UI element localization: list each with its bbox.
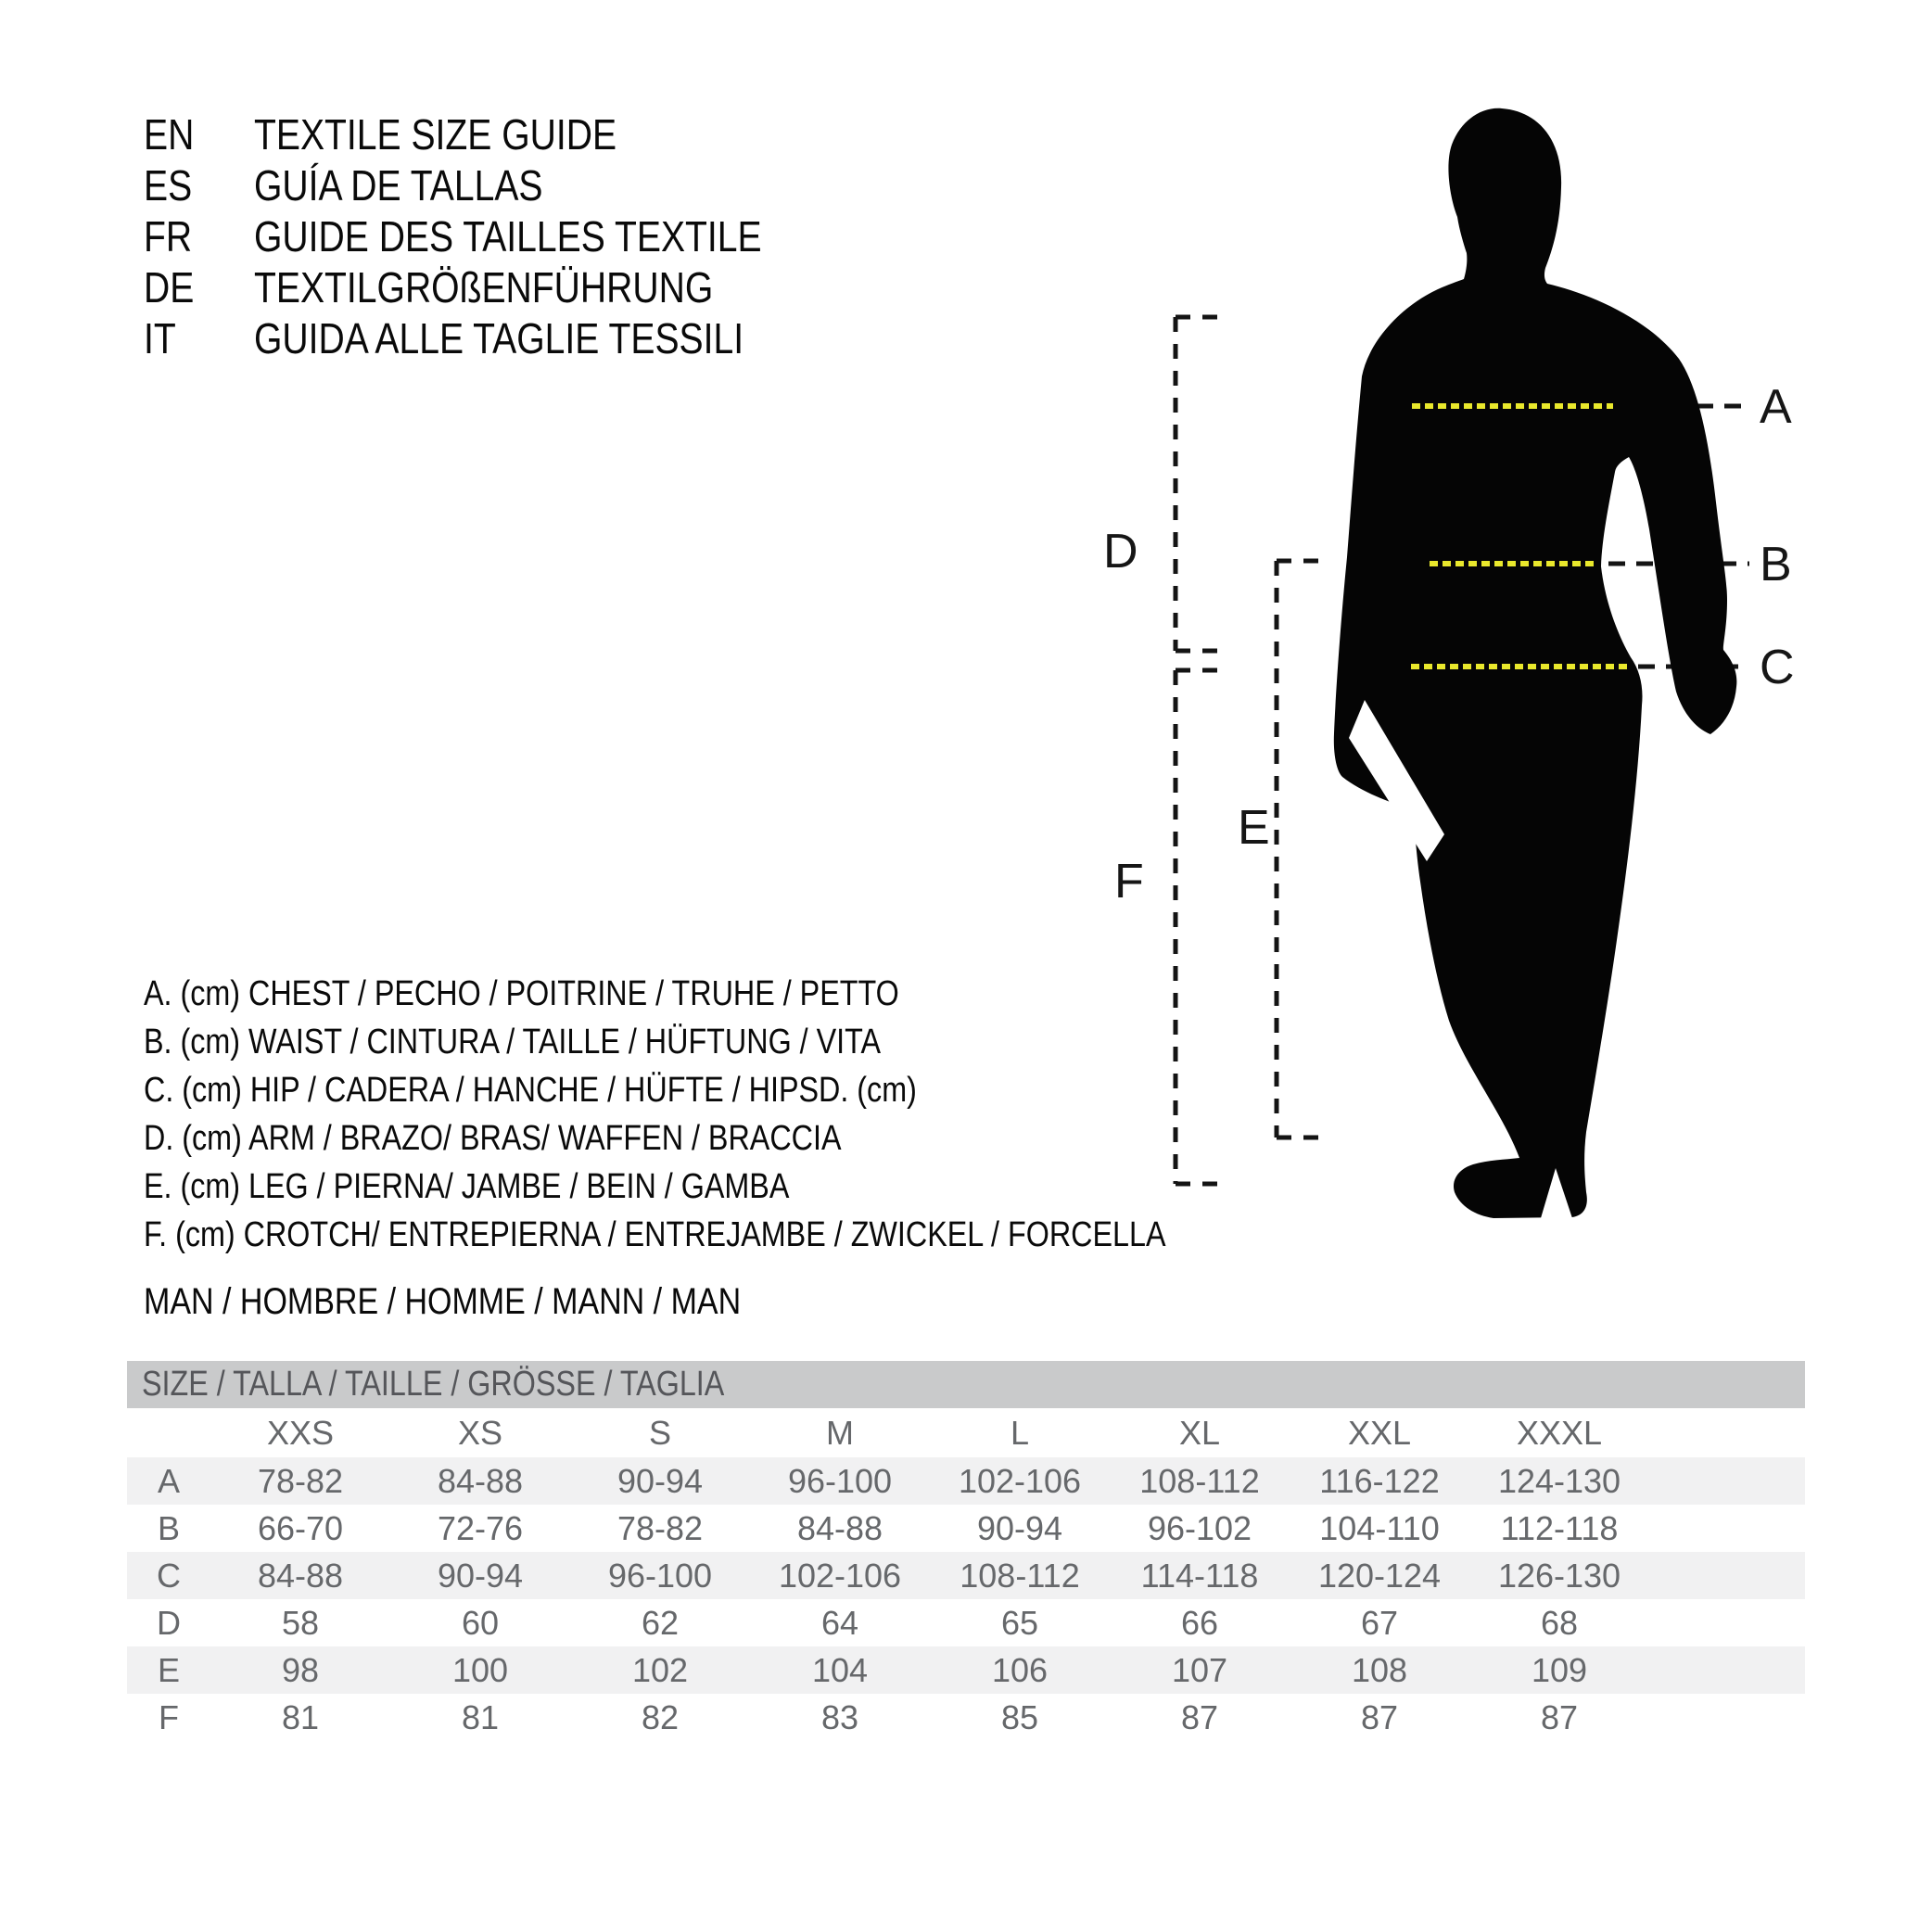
language-title-list — [144, 109, 871, 364]
table-row — [127, 1552, 1805, 1599]
measurement-description: E. (cm) LEG / PIERNA/ JAMBE / BEIN / GAMBA — [144, 1167, 790, 1206]
size-value-cell: 58 — [281, 1603, 320, 1642]
size-column-header: XL — [1178, 1413, 1221, 1452]
man-silhouette — [1334, 108, 1737, 1218]
size-table-title: SIZE / TALLA / TAILLE / GRÖSSE / TAGLIA — [142, 1365, 725, 1404]
size-column-header: M — [826, 1413, 854, 1452]
size-column-header: S — [648, 1413, 671, 1452]
measurement-description: F. (cm) CROTCH/ ENTREPIERNA / ENTREJAMBE / ZWICKEL / FORCELLA — [144, 1215, 1166, 1254]
size-value-cell: 84-88 — [796, 1508, 883, 1547]
size-value-cell: 64 — [820, 1603, 859, 1642]
figure-label-waist: B — [1760, 538, 1792, 591]
language-code: FR — [144, 212, 193, 261]
measurement-description: A. (cm) CHEST / PECHO / POITRINE / TRUHE / PETTO — [144, 974, 899, 1013]
category-line-text: MAN / HOMBRE / HOMME / MANN / MAN — [144, 1281, 742, 1322]
measurement-description: C. (cm) HIP / CADERA / HANCHE / HÜFTE / HIPSD. (cm) — [144, 1071, 917, 1110]
language-code: ES — [144, 161, 193, 210]
figure-label-leg: E — [1238, 801, 1270, 855]
guide-title: GUIDE DES TAILLES TEXTILE — [254, 212, 762, 261]
size-value-cell: 120-124 — [1317, 1556, 1442, 1595]
language-row — [144, 211, 762, 262]
size-value-cell: 81 — [281, 1697, 320, 1736]
measure-row-label: D — [157, 1603, 181, 1642]
size-value-cell: 124-130 — [1497, 1461, 1621, 1500]
measure-row-label: F — [159, 1697, 179, 1736]
size-value-cell: 96-100 — [787, 1461, 893, 1500]
size-value-cell: 85 — [1000, 1697, 1039, 1736]
size-value-cell: 87 — [1540, 1697, 1579, 1736]
size-value-cell: 104-110 — [1319, 1508, 1440, 1547]
size-value-cell: 87 — [1180, 1697, 1219, 1736]
measure-row-label: E — [157, 1650, 180, 1689]
language-code: IT — [144, 314, 176, 362]
size-value-cell: 107 — [1171, 1650, 1228, 1689]
guide-title: TEXTILGRÖßENFÜHRUNG — [254, 263, 714, 311]
size-value-cell: 72-76 — [437, 1508, 524, 1547]
figure-label-hip: C — [1760, 641, 1795, 694]
size-value-cell: 78-82 — [616, 1508, 704, 1547]
size-value-cell: 60 — [461, 1603, 500, 1642]
size-value-cell: 108 — [1351, 1650, 1408, 1689]
measure-row-label: C — [157, 1556, 181, 1595]
figure-label-crotch: F — [1114, 855, 1144, 909]
size-value-cell: 90-94 — [616, 1461, 704, 1500]
size-value-cell: 87 — [1360, 1697, 1399, 1736]
measure-row-label: A — [157, 1461, 180, 1500]
size-column-header: XXXL — [1516, 1413, 1603, 1452]
figure-label-arm: D — [1103, 525, 1138, 578]
size-value-cell: 84-88 — [437, 1461, 524, 1500]
size-value-cell: 81 — [461, 1697, 500, 1736]
size-value-cell: 102-106 — [778, 1556, 902, 1595]
size-value-cell: 62 — [641, 1603, 680, 1642]
size-value-cell: 112-118 — [1500, 1508, 1619, 1547]
table-row — [127, 1505, 1805, 1552]
table-row — [127, 1646, 1805, 1694]
measurement-description: D. (cm) ARM / BRAZO/ BRAS/ WAFFEN / BRACCIA — [144, 1119, 842, 1158]
size-table-grid — [127, 1408, 1805, 1741]
table-row — [127, 1599, 1805, 1646]
size-value-cell: 68 — [1540, 1603, 1579, 1642]
language-code: DE — [144, 263, 195, 311]
size-value-cell: 66-70 — [257, 1508, 344, 1547]
size-value-cell: 114-118 — [1140, 1556, 1259, 1595]
size-column-header: XS — [457, 1413, 503, 1452]
size-column-header: XXL — [1347, 1413, 1412, 1452]
measurement-description: B. (cm) WAIST / CINTURA / TAILLE / HÜFTUNG / VITA — [144, 1023, 882, 1061]
size-value-cell: 109 — [1531, 1650, 1588, 1689]
size-value-cell: 90-94 — [976, 1508, 1063, 1547]
size-value-cell: 82 — [641, 1697, 680, 1736]
size-value-cell: 83 — [820, 1697, 859, 1736]
size-column-header: XXS — [266, 1413, 335, 1452]
measurement-descriptions — [144, 970, 1346, 1259]
size-value-cell: 108-112 — [960, 1556, 1080, 1595]
language-row — [144, 160, 762, 211]
size-column-header: L — [1010, 1413, 1030, 1452]
table-row — [127, 1694, 1805, 1741]
language-row — [144, 262, 762, 313]
size-value-cell: 78-82 — [257, 1461, 344, 1500]
size-table-title-bar — [127, 1361, 1805, 1408]
size-value-cell: 84-88 — [257, 1556, 344, 1595]
size-value-cell: 104 — [811, 1650, 869, 1689]
language-row — [144, 109, 762, 160]
guide-title: GUÍA DE TALLAS — [254, 161, 543, 210]
size-value-cell: 106 — [991, 1650, 1049, 1689]
size-value-cell: 67 — [1360, 1603, 1399, 1642]
table-row — [127, 1457, 1805, 1505]
size-value-cell: 90-94 — [437, 1556, 524, 1595]
guide-title: TEXTILE SIZE GUIDE — [254, 110, 617, 159]
size-value-cell: 126-130 — [1497, 1556, 1621, 1595]
size-header-row — [127, 1408, 1805, 1457]
size-value-cell: 66 — [1180, 1603, 1219, 1642]
language-row — [144, 313, 762, 364]
size-value-cell: 100 — [451, 1650, 509, 1689]
guide-title: GUIDA ALLE TAGLIE TESSILI — [254, 314, 744, 362]
size-value-cell: 116-122 — [1319, 1461, 1440, 1500]
size-value-cell: 65 — [1000, 1603, 1039, 1642]
size-value-cell: 96-100 — [607, 1556, 713, 1595]
size-value-cell: 102-106 — [958, 1461, 1082, 1500]
size-value-cell: 96-102 — [1147, 1508, 1252, 1547]
category-line — [144, 1279, 846, 1324]
language-code: EN — [144, 110, 195, 159]
size-value-cell: 108-112 — [1139, 1461, 1260, 1500]
measure-row-label: B — [157, 1508, 180, 1547]
figure-label-chest: A — [1760, 380, 1792, 434]
size-table — [127, 1361, 1805, 1741]
size-value-cell: 98 — [281, 1650, 320, 1689]
size-value-cell: 102 — [631, 1650, 689, 1689]
